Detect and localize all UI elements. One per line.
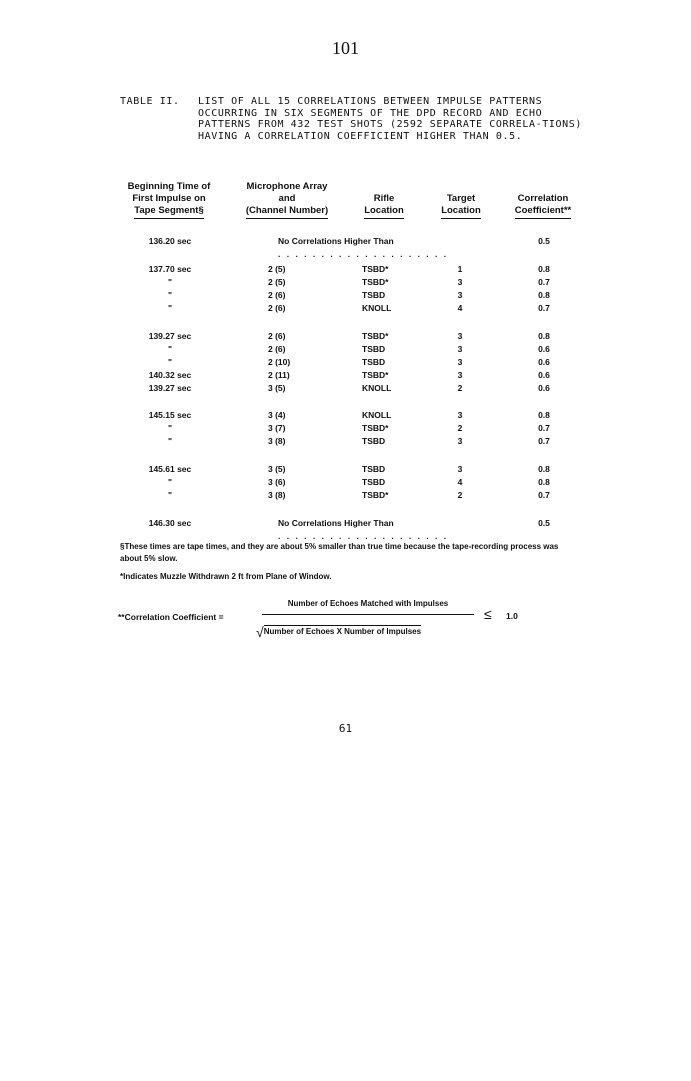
table-row-time: 139.27 sec [148,383,192,393]
table-caption-label: TABLE II. [120,96,180,107]
table-row-mic: 2 (10) [268,357,291,367]
table-row-mic: 2 (11) [268,370,290,380]
header-line: Location [441,205,481,219]
header-line: Location [364,205,404,219]
header-target-location [430,193,492,219]
table-row-mic: 3 (8) [268,436,286,446]
table-row-rifle: TSBD [362,464,386,474]
no-correlations-note [278,517,518,543]
table-row-target: 1 [457,264,463,274]
less-or-equal-sign: ≤ [484,606,492,622]
table-row-rifle: TSBD* [362,370,389,380]
square-root-icon: √ [256,624,264,640]
table-row-time: " [167,303,173,313]
header-line: Correlation [517,193,569,204]
table-caption-text: LIST OF ALL 15 CORRELATIONS BETWEEN IMPULSE PATTERNS OCCURRING IN SIX SEGMENTS OF THE DPD RECORD AND ECHO PATTERNS FROM 432 TEST SHOTS (2592 SEPARATE CORRELA-TIONS) HAVING A CORRELATION COEFFICIENT HIGHER THAN 0.5. [198,96,582,142]
table-row-mic: 2 (5) [268,264,286,274]
table-row-target: 3 [457,464,463,474]
table-row-time: 145.15 sec [148,410,192,420]
table-row-target: 3 [457,370,463,380]
table-row-coef: 0.7 [538,436,550,446]
formula-label: **Correlation Coefficient = [118,612,224,622]
table-row-coef: 0.7 [538,490,550,500]
table-row-mic: 3 (6) [268,477,286,487]
header-line: and [278,193,296,204]
table-row-mic: 3 (5) [268,464,286,474]
table-row-coef: 0.6 [538,357,550,367]
table-row-coef: 0.7 [538,277,550,287]
header-line: Coefficient** [515,205,571,219]
table-row-coef: 0.5 [538,236,550,246]
table-row-time: " [167,477,173,487]
table-row-time: " [167,423,173,433]
table-row-rifle: KNOLL [362,303,392,313]
table-row-coef: 0.8 [538,464,550,474]
table-row-rifle: KNOLL [362,410,392,420]
table-row-target: 3 [457,410,463,420]
table-row-target: 3 [457,357,463,367]
table-row-rifle: TSBD* [362,264,389,274]
header-line: (Channel Number) [246,205,328,219]
table-row-mic: 2 (6) [268,331,286,341]
table-row-mic: 3 (7) [268,423,286,433]
table-row-target: 3 [457,290,463,300]
table-row-coef: 0.7 [538,303,550,313]
formula-denominator [256,621,476,640]
table-row-target: 3 [457,331,463,341]
table-row-time: 137.70 sec [148,264,192,274]
table-row-time: 136.20 sec [148,236,192,246]
table-row-coef: 0.8 [538,410,550,420]
header-line: Tape Segment§ [134,205,204,219]
table-row-rifle: TSBD [362,357,386,367]
table-row-coef: 0.7 [538,423,550,433]
table-row-coef: 0.8 [538,477,550,487]
table-row-rifle: KNOLL [362,383,392,393]
table-row-coef: 0.6 [538,344,550,354]
table-row-mic: 3 (4) [268,410,286,420]
no-correlations-text: No Correlations Higher Than [278,518,394,528]
table-row-mic: 3 (5) [268,383,286,393]
table-row-time: 139.27 sec [148,331,192,341]
table-row-target: 2 [457,383,463,393]
table-row-rifle: TSBD* [362,490,389,500]
table-row-rifle: TSBD [362,344,386,354]
table-row-rifle: TSBD* [362,331,389,341]
table-row-coef: 0.6 [538,370,550,380]
table-row-mic: 3 (8) [268,490,286,500]
header-beginning-time [114,181,224,219]
table-caption [120,96,590,142]
header-line: First Impulse on [132,193,206,204]
table-row-rifle: TSBD [362,290,386,300]
footnote-asterisk: *Indicates Muzzle Withdrawn 2 ft from Plane of Window. [120,572,332,581]
table-row-coef: 0.8 [538,331,550,341]
formula-denominator-text: Number of Echoes X Number of Impulses [263,627,422,636]
leader-dots: . . . . . . . . . . . . . . . . . . . . [278,531,449,541]
page-number-top: 101 [332,38,359,58]
table-row-coef: 0.6 [538,383,550,393]
table-row-coef: 0.8 [538,264,550,274]
header-line: Rifle [373,193,395,204]
table-row-time: " [167,290,173,300]
table-row-target: 4 [457,477,463,487]
table-row-time: 140.32 sec [148,370,192,380]
table-row-time: 146.30 sec [148,518,192,528]
header-line: Target [446,193,476,204]
header-correlation-coefficient [502,193,584,219]
formula-bound-value: 1.0 [506,611,518,621]
header-line: Beginning Time of [127,181,211,192]
table-row-rifle: TSBD* [362,423,389,433]
table-row-time: " [167,277,173,287]
leader-dots: . . . . . . . . . . . . . . . . . . . . [278,249,449,259]
table-row-mic: 2 (6) [268,344,286,354]
table-row-time: 145.61 sec [148,464,192,474]
table-row-target: 3 [457,344,463,354]
table-row-target: 3 [457,436,463,446]
header-microphone-array [232,181,342,219]
header-line: Microphone Array [246,181,328,192]
table-row-target: 4 [457,303,463,313]
table-row-coef: 0.8 [538,290,550,300]
fraction-bar [262,614,474,615]
table-row-mic: 2 (5) [268,277,286,287]
table-row-coef: 0.5 [538,518,550,528]
table-row-mic: 2 (6) [268,290,286,300]
table-row-rifle: TSBD [362,477,386,487]
no-correlations-text: No Correlations Higher Than [278,236,394,246]
table-row-time: " [167,357,173,367]
page-number-bottom: 61 [338,722,353,735]
table-row-target: 2 [457,490,463,500]
formula-numerator: Number of Echoes Matched with Impulses [287,599,449,608]
table-row-target: 2 [457,423,463,433]
table-row-rifle: TSBD [362,436,386,446]
footnote-section: §These times are tape times, and they are about 5% smaller than true time because the tape-recording process was about 5% slow. [120,542,559,563]
header-rifle-location [352,193,416,219]
table-row-target: 3 [457,277,463,287]
table-row-time: " [167,436,173,446]
table-row-rifle: TSBD* [362,277,389,287]
table-row-time: " [167,344,173,354]
table-row-mic: 2 (6) [268,303,286,313]
no-correlations-note [278,235,518,261]
table-row-time: " [167,490,173,500]
